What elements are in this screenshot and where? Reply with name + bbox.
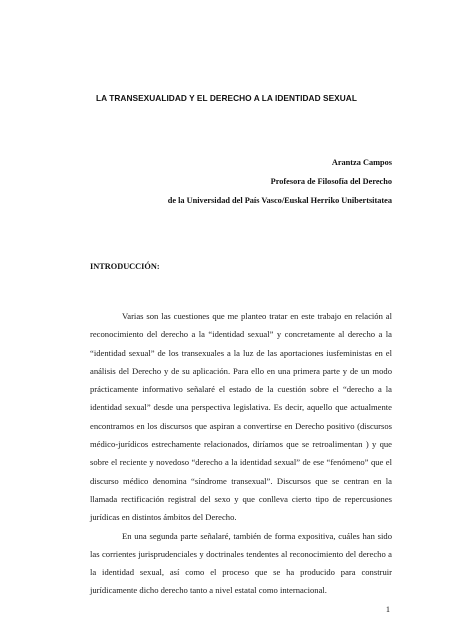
author-block — [168, 153, 392, 210]
author-affiliation: de la Universidad del País Vasco/Euskal Herriko Unibertsitatea — [167, 196, 392, 205]
document-title: LA TRANSEXUALIDAD Y EL DERECHO A LA IDENTIDAD SEXUAL — [96, 93, 357, 103]
section-heading: INTRODUCCIÓN: — [90, 262, 160, 271]
paragraph: En una segunda parte señalaré, también de forma expositiva, cuáles han sido las corrientes jurisprudenciales y doctrinales tendentes al reconocimiento del derecho a la identidad sexual, así como el proceso que se ha producido para construir jurídicamente dicho derecho tanto a nivel estatal como internacional. — [90, 530, 392, 596]
paragraph: Varias son las cuestiones que me planteo tratar en este trabajo en relación al reconocimiento del derecho a la “identidad sexual” y concretamente al derecho a la “identidad sexual” de los transexuales a la luz de las aportaciones iusfeministas en el análisis del Derecho y de su aplicación. Para ello en una primera parte y de un modo prácticamente informativo señalaré el estado de la cuestión sobre el “derecho a la identidad sexual” desde una perspectiva legislativa. Es decir, aquello que actualmente encontramos en los discursos que aspiran a convertirse en Derecho positivo (discursos médico-jurídicos estrechamente relacionados, diríamos que se retroalimentan ) y que sobre el reciente y novedoso “derecho a la identidad sexual” de ese “fenómeno” que el discurso médico denomina “síndrome transexual”. Discursos que se centran en la llamada rectificación registral del sexo y que conlleva cierto tipo de repercusiones jurídicas en distintos ámbitos del Derecho. — [90, 311, 392, 523]
author-name: Arantza Campos — [331, 158, 392, 167]
body-text — [90, 307, 392, 600]
author-position: Profesora de Filosofía del Derecho — [270, 177, 392, 186]
page-number: 1 — [385, 605, 390, 614]
